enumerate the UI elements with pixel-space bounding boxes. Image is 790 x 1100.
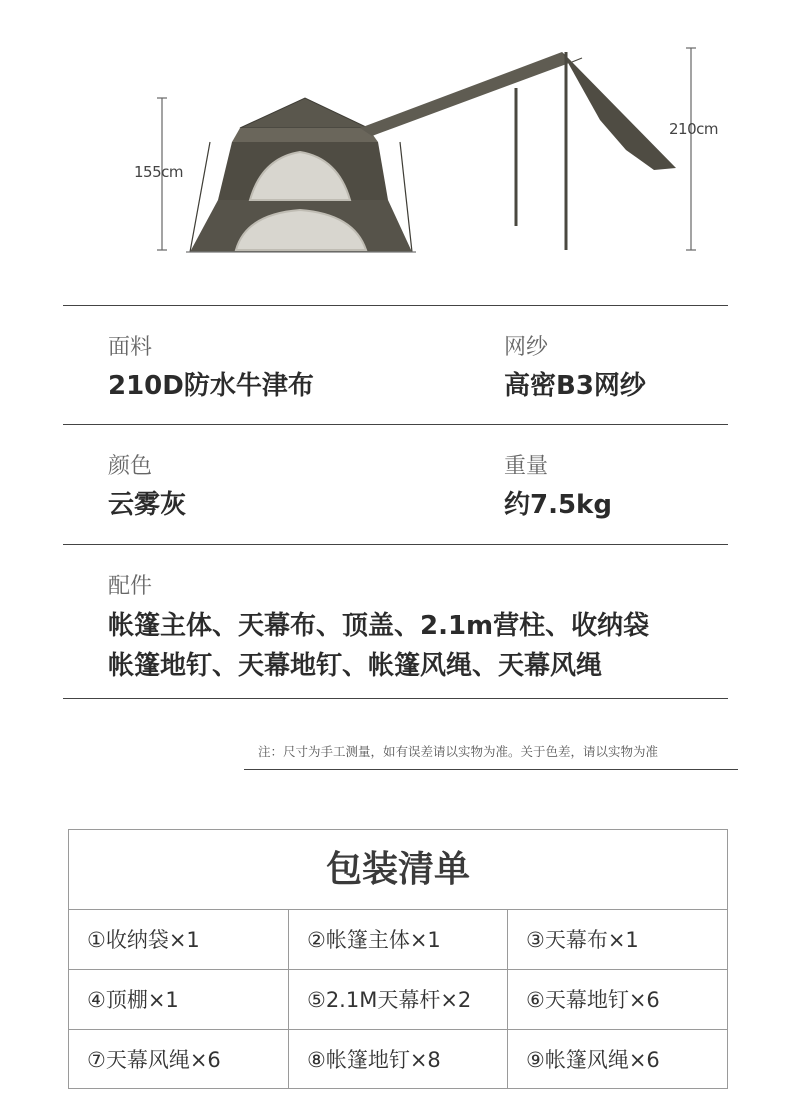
- packing-item: ⑨帐篷风绳×6: [526, 1048, 660, 1072]
- tent-height-label: 155cm: [134, 163, 183, 181]
- spec-weight-label: 重量: [504, 454, 549, 479]
- spec-color-label: 颜色: [108, 454, 153, 479]
- spec-color: [108, 452, 186, 524]
- spec-divider: [63, 305, 728, 306]
- spec-mesh: [504, 333, 646, 405]
- spec-divider: [63, 698, 728, 699]
- canopy-height-dimension: [686, 48, 696, 250]
- packing-list-title: 包装清单: [69, 830, 727, 910]
- spec-weight: [504, 452, 612, 524]
- spec-fabric: [108, 333, 314, 405]
- spec-fabric-value: 210D防水牛津布: [108, 371, 314, 401]
- measurement-note: 注：尺寸为手工测量，如有误差请以实物为准。关于色差，请以实物为准: [258, 744, 659, 759]
- packing-item: ⑤2.1M天幕杆×2: [289, 970, 508, 1030]
- spec-accessories-label: 配件: [108, 574, 153, 599]
- note-underline: [244, 769, 738, 770]
- spec-divider: [63, 424, 728, 425]
- packing-item: ①收纳袋×1: [69, 910, 289, 970]
- tent-diagram: [0, 0, 790, 290]
- canopy-height-label: 210cm: [669, 120, 718, 138]
- spec-mesh-value: 高密B3网纱: [504, 371, 646, 401]
- packing-list-grid: [69, 910, 727, 1089]
- spec-accessories-line-2: 帐篷地钉、天幕地钉、帐篷风绳、天幕风绳: [108, 651, 603, 681]
- spec-color-value: 云雾灰: [108, 490, 187, 520]
- spec-divider: [63, 544, 728, 545]
- packing-list-table: [68, 829, 728, 1089]
- packing-item: ②帐篷主体×1: [289, 910, 508, 970]
- packing-item: ⑥天幕地钉×6: [508, 970, 727, 1030]
- spec-accessories-line-1: 帐篷主体、天幕布、顶盖、2.1m营柱、收纳袋: [108, 611, 650, 641]
- packing-item: ④顶棚×1: [69, 970, 289, 1030]
- spec-weight-value: 约7.5kg: [504, 490, 612, 520]
- packing-item: ⑧帐篷地钉×8: [289, 1030, 508, 1089]
- canopy: [360, 52, 676, 250]
- packing-item: ③天幕布×1: [508, 910, 727, 970]
- spec-mesh-label: 网纱: [504, 335, 549, 360]
- spec-accessories: [108, 572, 649, 686]
- tent-illustration: [0, 0, 790, 290]
- packing-item: ⑦天幕风绳×6: [69, 1030, 289, 1089]
- spec-fabric-label: 面料: [108, 335, 153, 360]
